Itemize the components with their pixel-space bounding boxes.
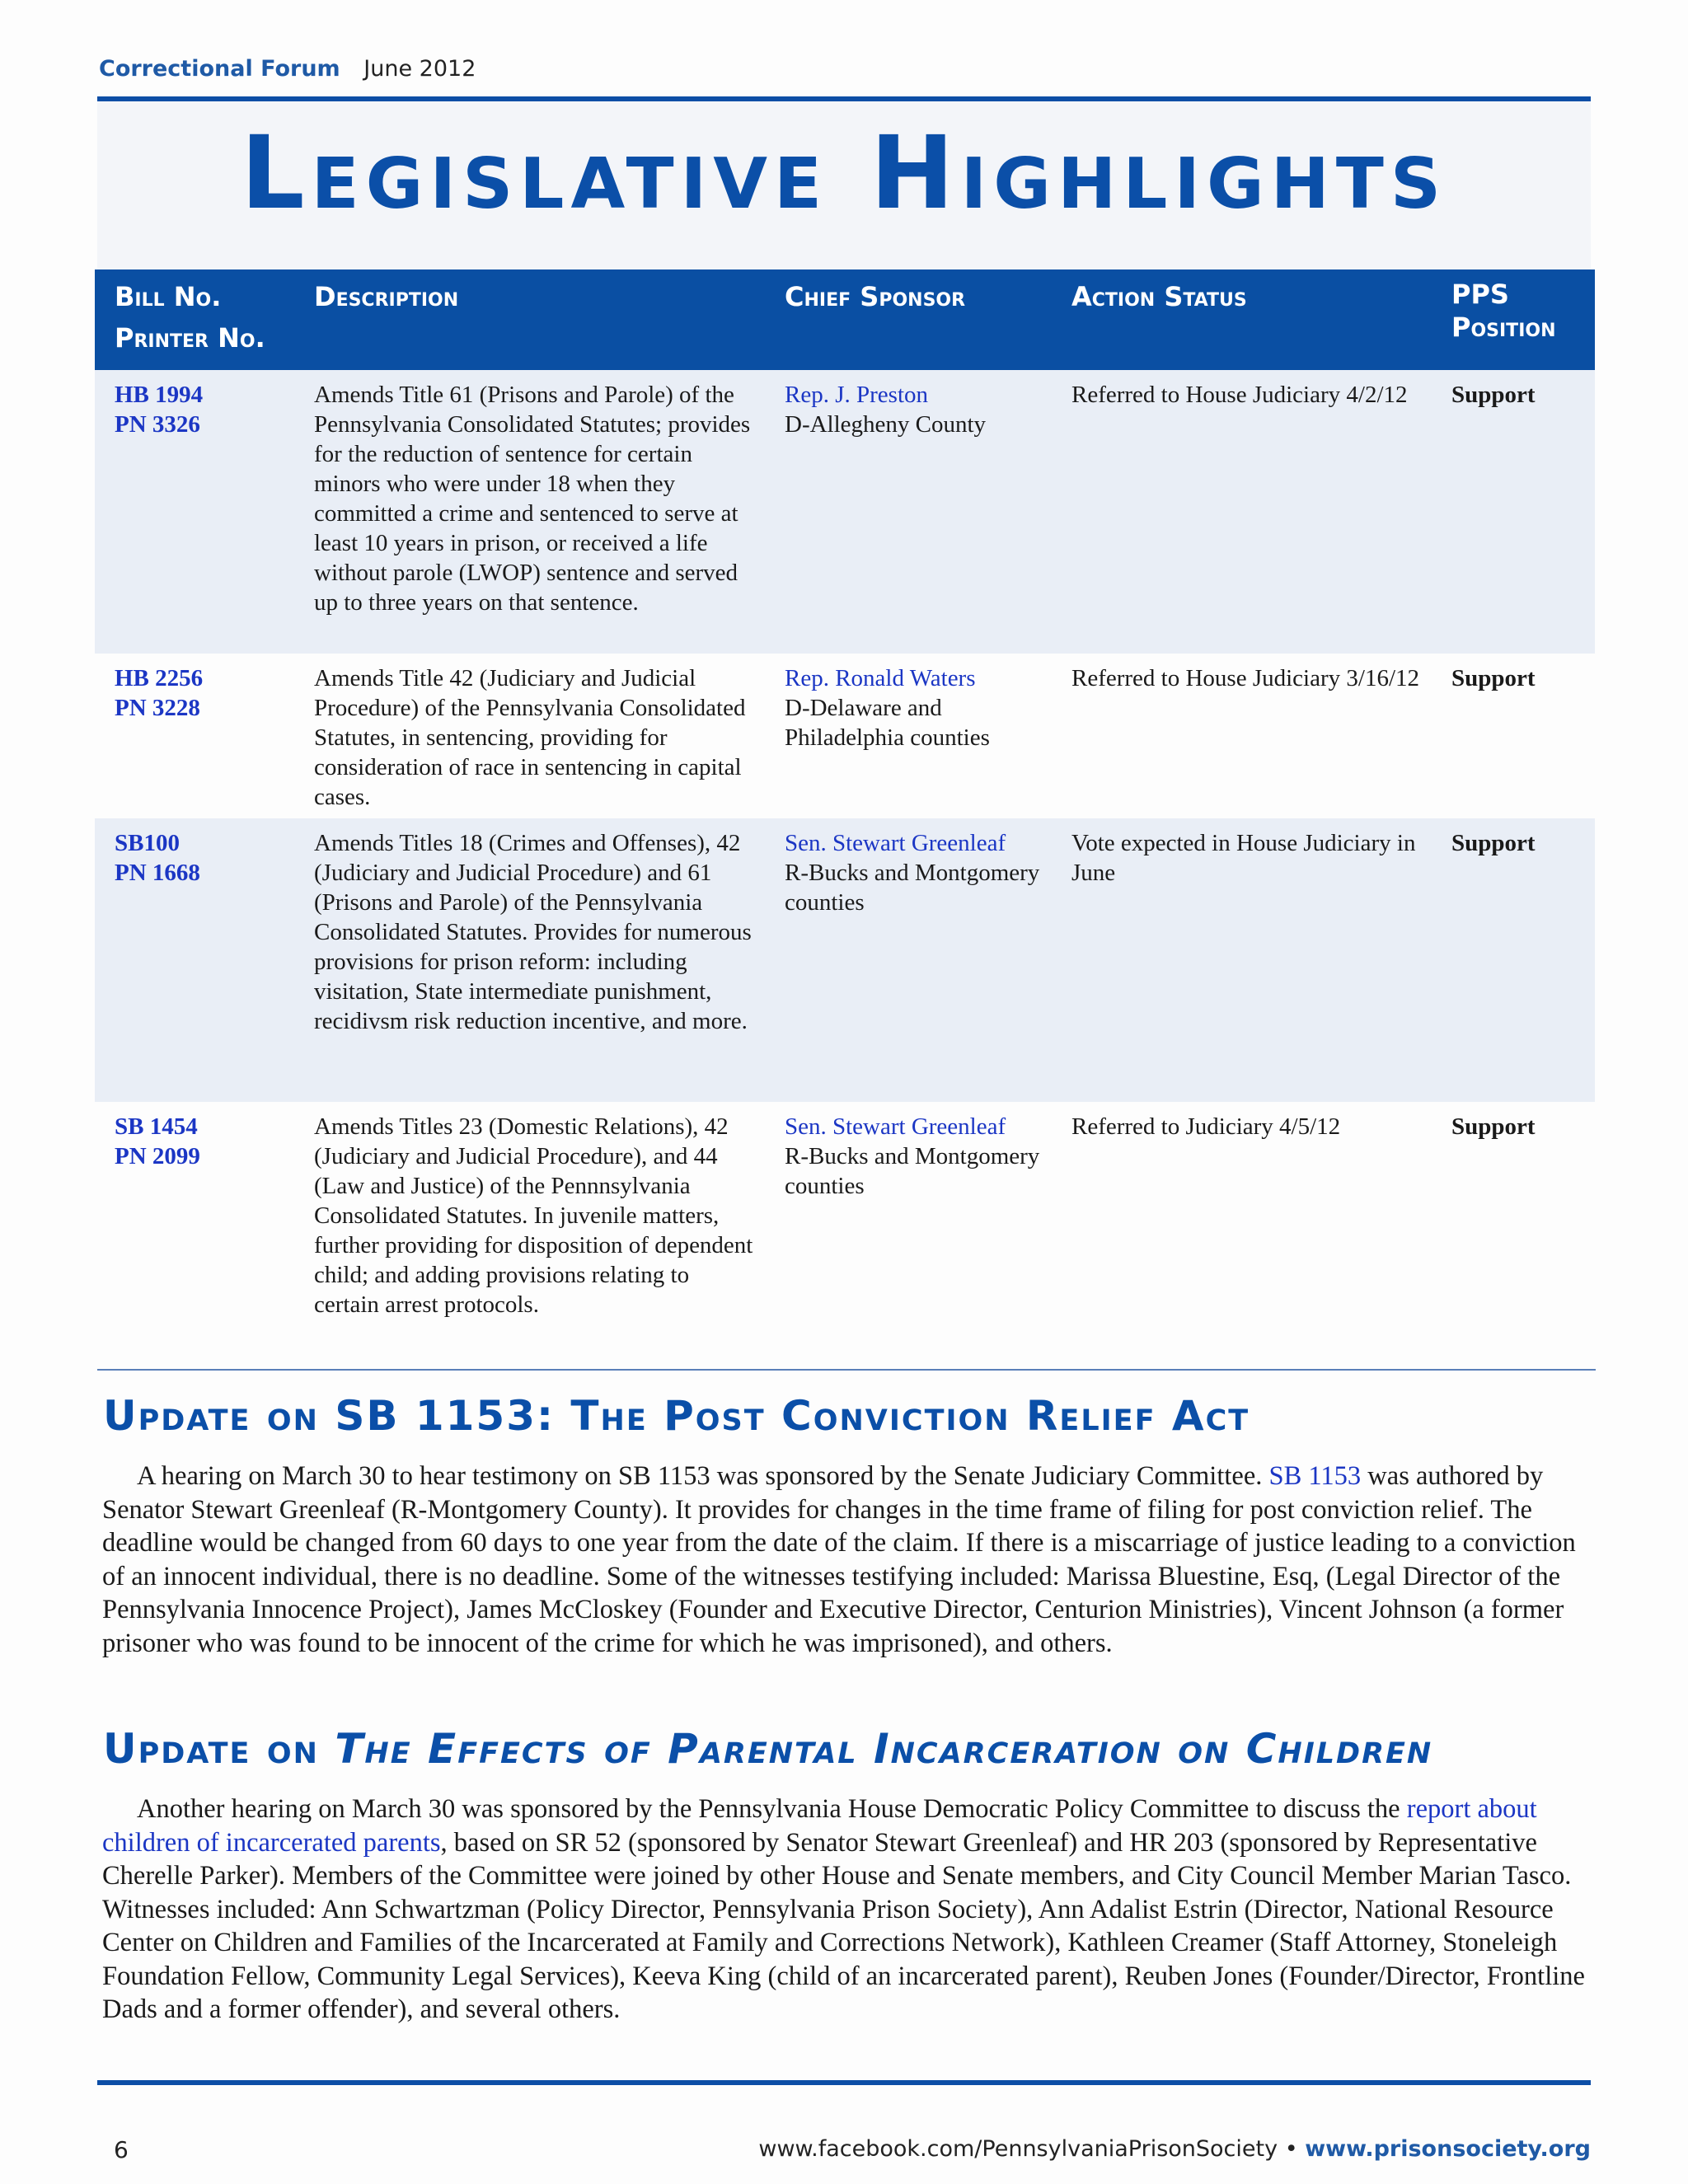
section-body-sb1153 — [102, 1460, 1591, 1660]
sponsor-detail: D-Allegheny County — [785, 411, 987, 438]
body-text: was authored by Senator Stewart Greenleaf (R-Montgomery County). It provides for changes in the time frame of filing for post conviction relief. The deadline would be changed from 60 days to one year from the date of the claim. If there is a miscarriage of justice leading to a conviction of an innocent individual, there is no deadline. Some of the witnesses testifying included: Marissa Bluestine, Esq, (Legal Director of the Pennsylvania Innocence Project), James McCloskey (Founder and Executive Director, Centurion Ministries), Vincent Johnson (a former prisoner who was found to be innocent of the crime for which he was imprisoned), and others. — [102, 1461, 1576, 1658]
printer-number-link[interactable]: PN 2099 — [115, 1143, 200, 1169]
table-row — [95, 1102, 1595, 1356]
publication-name: Correctional Forum — [99, 56, 340, 82]
bill-number-link[interactable]: HB 2256 — [115, 665, 204, 691]
footer-separator: • — [1284, 2136, 1298, 2162]
status-cell: Vote expected in House Judiciary in June — [1052, 818, 1432, 1102]
bill-number-cell — [95, 1102, 294, 1356]
sponsor-detail: D-Delaware and Philadelphia counties — [785, 695, 990, 751]
description-cell: Amends Titles 18 (Crimes and Offenses), 42 (Judiciary and Judicial Procedure) and 61 (Prisons and Parole) of the Pennsylvania Consolidated Statutes. Provides for numerous provisions for prison reform: including visitation, State intermediate punishment, recidivsm risk reduction incentive, and more. — [294, 818, 765, 1102]
issue-date: June 2012 — [363, 56, 476, 82]
printer-number-link[interactable]: PN 1668 — [115, 860, 200, 886]
section-heading-parental-incarceration — [103, 1724, 1432, 1774]
header-pps-position — [1432, 269, 1595, 370]
body-text: , based on SR 52 (sponsored by Senator Stewart Greenleaf) and HR 203 (sponsored by Representative Cherelle Parker). Members of the Committee were joined by other House and Senate members, and City Council Member Marian Tasco. Witnesses included: Ann Schwartzman (Policy Director, Pennsylvania Prison Society), Ann Adalist Estrin (Director, National Resource Center on Children and Families of the Incarcerated at Family and Corrections Network), Kathleen Creamer (Staff Attorney, Stoneleigh Foundation Fellow, Community Legal Services), Keeva King (child of an incarcerated parent), Reuben Jones (Founder/Director, Frontline Dads and a former offender), and several others. — [102, 1827, 1585, 2024]
sb1153-link[interactable]: SB 1153 — [1268, 1461, 1362, 1491]
bill-number-cell — [95, 370, 294, 654]
header-chief-sponsor: Chief Sponsor — [765, 269, 1052, 370]
position-cell: Support — [1432, 370, 1595, 654]
facebook-link[interactable]: www.facebook.com/PennsylvaniaPrisonSociety — [758, 2136, 1278, 2162]
heading-prefix: Update on — [103, 1725, 335, 1773]
heading-title: The Effects of Parental Incarceration on Children — [335, 1725, 1433, 1773]
printer-number-link[interactable]: PN 3326 — [115, 411, 200, 438]
heading-bill: SB 1153 — [335, 1392, 537, 1440]
bill-number-link[interactable]: SB100 — [115, 830, 180, 856]
header-action-status: Action Status — [1052, 269, 1432, 370]
heading-prefix: Update on — [103, 1392, 335, 1440]
sponsor-cell — [765, 1102, 1052, 1356]
table-row — [95, 818, 1595, 1102]
legislation-table — [95, 269, 1595, 1356]
masthead — [99, 56, 476, 82]
header-bill-number — [95, 269, 294, 370]
table-row — [95, 654, 1595, 818]
description-cell: Amends Titles 23 (Domestic Relations), 42 (Judiciary and Judicial Procedure), and 44 (Law and Justice) of the Pennnsylvania Consolidated Statutes. In juvenile matters, further providing for disposition of dependent child; and adding provisions relating to certain arrest protocols. — [314, 1113, 753, 1318]
sponsor-link[interactable]: Rep. Ronald Waters — [785, 665, 976, 691]
sponsor-cell — [765, 370, 1052, 654]
body-text: A hearing on March 30 to hear testimony on SB 1153 was sponsored by the Senate Judiciary Committee. — [137, 1461, 1269, 1491]
body-text: Another hearing on March 30 was sponsored by the Pennsylvania House Democratic Policy Committee to discuss the — [137, 1794, 1407, 1824]
printer-number-link[interactable]: PN 3228 — [115, 695, 200, 721]
table-row — [95, 370, 1595, 654]
sponsor-cell — [765, 654, 1052, 818]
sponsor-detail: R-Bucks and Montgomery counties — [785, 1143, 1040, 1199]
description-cell: Amends Title 42 (Judiciary and Judicial Procedure) of the Pennsylvania Consolidated Statutes, in sentencing, providing for consideration of race in sentencing in capital cases. — [314, 665, 746, 810]
status-cell: Referred to Judiciary 4/5/12 — [1071, 1113, 1341, 1140]
bill-number-link[interactable]: SB 1454 — [115, 1113, 198, 1140]
bottom-rule — [97, 2080, 1591, 2085]
sponsor-link[interactable]: Rep. J. Preston — [785, 382, 928, 408]
section-body-parental-incarceration — [102, 1793, 1591, 2027]
header-description: Description — [294, 269, 765, 370]
header-printer-no: Printer No. — [115, 322, 265, 354]
position-cell: Support — [1432, 818, 1595, 1102]
position-cell: Support — [1451, 665, 1536, 691]
sponsor-link[interactable]: Sen. Stewart Greenleaf — [785, 1113, 1006, 1140]
bill-number-cell — [95, 818, 294, 1102]
section-heading-sb1153 — [103, 1391, 1250, 1441]
footer-links — [758, 2136, 1591, 2162]
sponsor-link[interactable]: Sen. Stewart Greenleaf — [785, 830, 1006, 856]
section-divider — [97, 1369, 1596, 1371]
table-header-row — [95, 269, 1595, 370]
sponsor-cell — [765, 818, 1052, 1102]
status-cell: Referred to House Judiciary 3/16/12 — [1071, 665, 1420, 691]
description-cell: Amends Title 61 (Prisons and Parole) of the Pennsylvania Consolidated Statutes; provides for the reduction of sentence for certain minors who were under 18 when they committed a crime and sentenced to serve at least 10 years in prison, or received a life without parole (LWOP) sentence and served up to three years on that sentence. — [294, 370, 765, 654]
bill-number-link[interactable]: HB 1994 — [115, 382, 204, 408]
header-pps: PPS — [1451, 279, 1509, 310]
header-bill-no: Bill No. — [115, 281, 222, 312]
header-position: Position — [1451, 312, 1556, 343]
page-title: Legislative Highlights — [240, 115, 1448, 232]
bill-number-cell — [95, 654, 294, 818]
heading-suffix: : The Post Conviction Relief Act — [537, 1392, 1250, 1440]
website-link[interactable]: www.prisonsociety.org — [1305, 2136, 1591, 2162]
status-cell: Referred to House Judiciary 4/2/12 — [1052, 370, 1432, 654]
sponsor-detail: R-Bucks and Montgomery counties — [785, 860, 1040, 916]
position-cell: Support — [1451, 1113, 1536, 1140]
report-link[interactable]: report about children of incarcerated parents — [102, 1794, 1537, 1858]
page-number: 6 — [114, 2136, 129, 2163]
